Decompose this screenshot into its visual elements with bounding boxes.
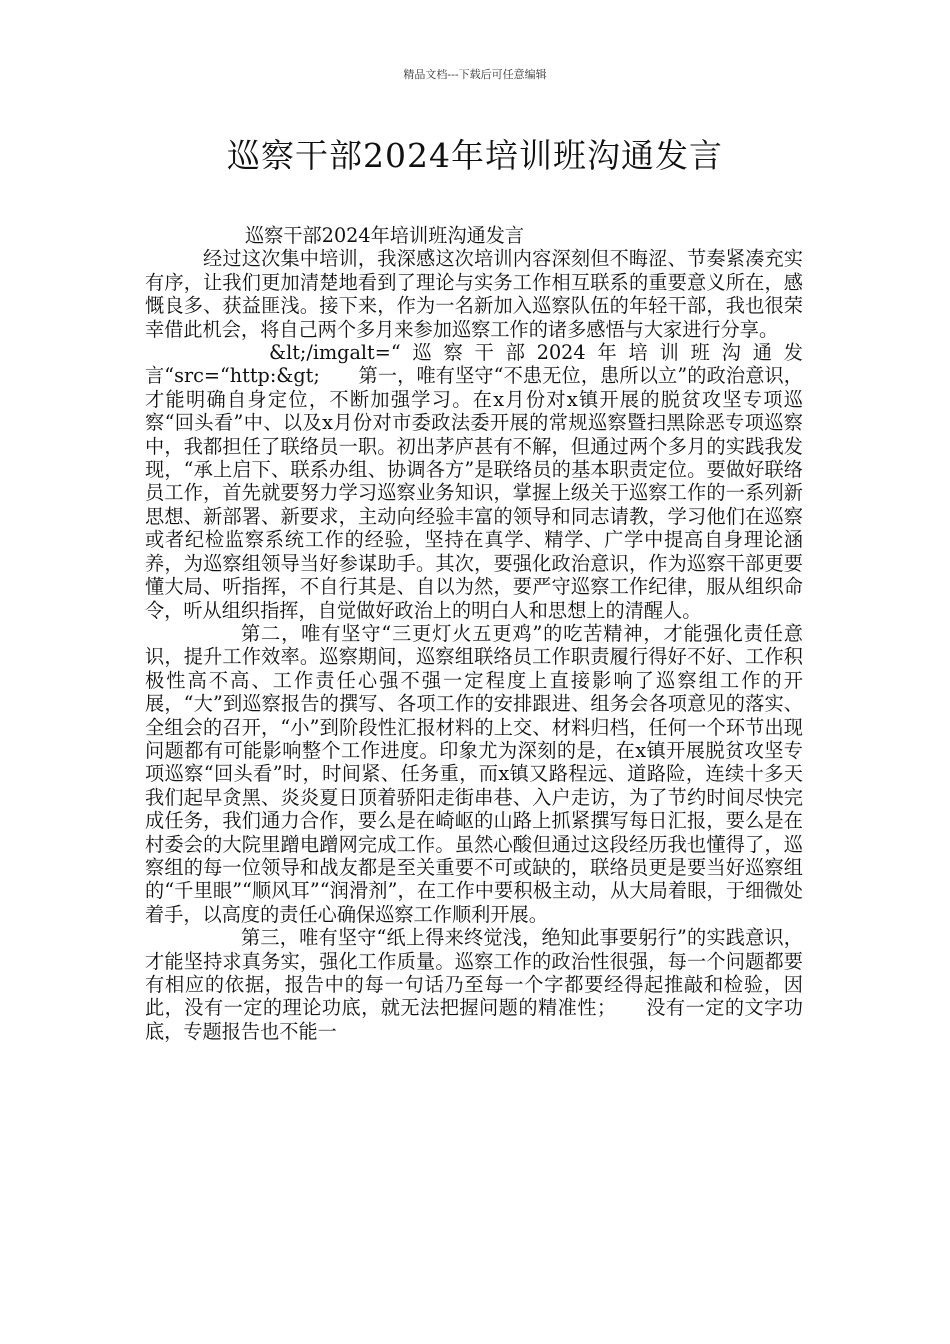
document-subtitle: 巡察干部2024年培训班沟通发言 [245, 224, 525, 247]
document-body [145, 224, 803, 1043]
paragraph-third: 第三，唯有坚守“纸上得来终觉浅，绝知此事要躬行”的实践意识，才能坚持求真务实，强化工作质量。巡察工作的政治性很强，每一个问题都要有相应的依据，报告中的每一句话乃至每一个字都要经得起推敲和检验，因此，没有一定的理论功底，就无法把握问题的精准性； 没有一定的文字功底，专题报告也不能一 [145, 926, 803, 1043]
paragraph-second: 第二，唯有坚守“三更灯火五更鸡”的吃苦精神，才能强化责任意识，提升工作效率。巡察期间，巡察组联络员工作职责履行得好不好、工作积极性高不高、工作责任心强不强一定程度上直接影响了巡察组工作的开展，“大”到巡察报告的撰写、各项工作的安排跟进、组务会各项意见的落实、全组会的召开，“小”到阶段性汇报材料的上交、材料归档，任何一个环节出现问题都有可能影响整个工作进度。印象尤为深刻的是，在x镇开展脱贫攻坚专项巡察“回头看”时，时间紧、任务重，而x镇又路程远、道路险，连续十多天我们起早贪黑、炎炎夏日顶着骄阳走街串巷、入户走访，为了节约时间尽快完成任务，我们通力合作，要么是在崎岖的山路上抓紧撰写每日汇报，要么是在村委会的大院里蹭电蹭网完成工作。虽然心酸但通过这段经历我也懂得了，巡察组的每一位领导和战友都是至关重要不可或缺的，联络员更是要当好巡察组的“千里眼”“顺风耳”“润滑剂”，在工作中要积极主动，从大局着眼，于细微处着手，以高度的责任心确保巡察工作顺利开展。 [145, 621, 803, 926]
header-note: 精品文档---下载后可任意编辑 [403, 68, 547, 81]
paragraph-first: &lt;/imgalt=“巡察干部2024年培训班沟通发言“src=“http:&gt; 第一，唯有坚守“不患无位，患所以立”的政治意识，才能明确自身定位，不断加强学习。在x月份对x镇开展的脱贫攻坚专项巡察“回头看”中、以及x月份对市委政法委开展的常规巡察暨扫黑除恶专项巡察中，我都担任了联络员一职。初出茅庐甚有不解，但通过两个多月的实践我发现，“承上启下、联系办组、协调各方”是联络员的基本职责定位。要做好联络员工作，首先就要努力学习巡察业务知识，掌握上级关于巡察工作的一系列新思想、新部署、新要求，主动向经验丰富的领导和同志请教，学习他们在巡察或者纪检监察系统工作的经验，坚持在真学、精学、广学中提高自身理论涵养，为巡察组领导当好参谋助手。其次，要强化政治意识，作为巡察干部更要懂大局、听指挥，不自行其是、自以为然，要严守巡察工作纪律，服从组织命令，听从组织指挥，自觉做好政治上的明白人和思想上的清醒人。 [145, 341, 803, 622]
document-title: 巡察干部2024年培训班沟通发言 [227, 136, 723, 175]
paragraph-intro: 经过这次集中培训，我深感这次培训内容深刻但不晦涩、节奏紧凑充实有序，让我们更加清楚地看到了理论与实务工作相互联系的重要意义所在，感慨良多、获益匪浅。接下来，作为一名新加入巡察队伍的年轻干部，我也很荣幸借此机会，将自己两个多月来参加巡察工作的诸多感悟与大家进行分享。 [145, 247, 803, 341]
